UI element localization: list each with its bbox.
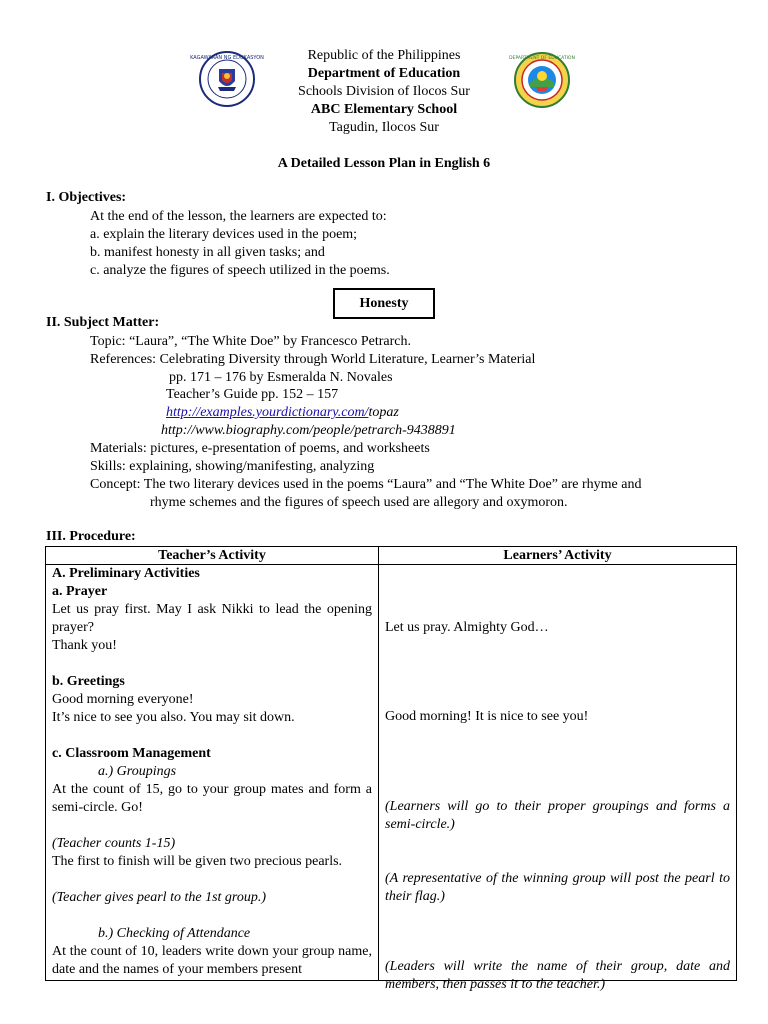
skills-line: Skills: explaining, showing/manifesting, analyzing [90,459,375,474]
procedure-table [45,546,737,992]
objective-item: c. analyze the figures of speech utilized in the poems. [90,263,390,278]
seal-right-text: DEPARTMENT OF EDUCATION [509,56,575,61]
learners-greeting: Good morning! It is nice to see you! [385,709,589,724]
learners-attendance: (Leaders will write the name of their group, date and members, then passes it to the teacher.) [385,959,730,992]
concept-line: Concept: The two literary devices used in the poems “Laura” and “The White Doe” are rhyme and [90,477,642,492]
reference-link-line [166,404,399,422]
groupings-heading: a.) Groupings [98,764,177,779]
document-title: A Detailed Lesson Plan in English 6 [277,156,491,171]
seal-left-text: KAGAWARAN NG EDUKASYON [190,55,264,61]
learners-activity-header: Learners’ Activity [379,547,737,565]
preliminary-heading: A. Preliminary Activities [52,566,200,581]
objective-item: a. explain the literary devices used in the poem; [90,227,358,242]
objective-item: b. manifest honesty in all given tasks; and [90,245,325,260]
subject-matter-heading: II. Subject Matter: [46,315,160,330]
prayer-thanks: Thank you! [52,638,117,653]
reference-link[interactable]: http://examples.yourdictionary.com/ [166,405,369,420]
greeting-text: Good morning everyone! [52,692,194,707]
attendance-heading: b.) Checking of Attendance [98,926,251,941]
greeting-text-2: It’s nice to see you also. You may sit down. [52,710,295,725]
letterhead [0,47,768,137]
topic-line: Topic: “Laura”, “The White Doe” by Francesco Petrarch. [90,334,412,349]
greetings-heading: b. Greetings [52,674,125,689]
materials-line: Materials: pictures, e-presentation of poems, and worksheets [90,441,430,456]
first-finish-text: The first to finish will be given two precious pearls. [52,854,343,869]
procedure-heading: III. Procedure: [46,529,136,544]
value-box: Honesty [333,288,435,319]
references-line: References: Celebrating Diversity through World Literature, Learner’s Material [90,352,536,367]
reference-link-2: http://www.biography.com/people/petrarch-9438891 [161,423,456,438]
teacher-activity-header: Teacher’s Activity [46,547,379,565]
objectives-heading: I. Objectives: [46,190,127,205]
gives-pearl-text: (Teacher gives pearl to the 1st group.) [52,890,266,905]
school-name: ABC Elementary School [310,102,458,117]
learners-winning: (A representative of the winning group will post the pearl to their flag.) [385,871,730,904]
learners-prayer: Let us pray. Almighty God… [385,620,549,635]
attendance-text: At the count of 10, leaders write down your group name, date and the names of your members present [52,944,372,977]
groupings-text: At the count of 15, go to your group mates and form a semi-circle. Go! [52,782,372,815]
republic-line: Republic of the Philippines [307,48,461,63]
prayer-text: Let us pray first. May I ask Nikki to lead the opening prayer? [52,602,372,635]
department-line: Department of Education [307,66,461,81]
prayer-heading: a. Prayer [52,584,108,599]
division-line: Schools Division of Ilocos Sur [298,84,470,99]
objectives-intro: At the end of the lesson, the learners are expected to: [90,209,387,224]
teacher-counts: (Teacher counts 1-15) [52,836,176,851]
references-pages: pp. 171 – 176 by Esmeralda N. Novales [169,370,393,385]
learners-activity-cell [379,565,737,992]
reference-link-suffix: topaz [368,405,399,420]
concept-line-2: rhyme schemes and the figures of speech used are allegory and oxymoron. [150,495,568,510]
teacher-activity-cell [46,565,379,981]
teachers-guide: Teacher’s Guide pp. 152 – 157 [166,387,339,402]
classroom-management-heading: c. Classroom Management [52,746,211,761]
learners-groupings: (Learners will go to their proper groupings and forms a semi-circle.) [385,799,730,832]
location-line: Tagudin, Ilocos Sur [329,120,439,135]
